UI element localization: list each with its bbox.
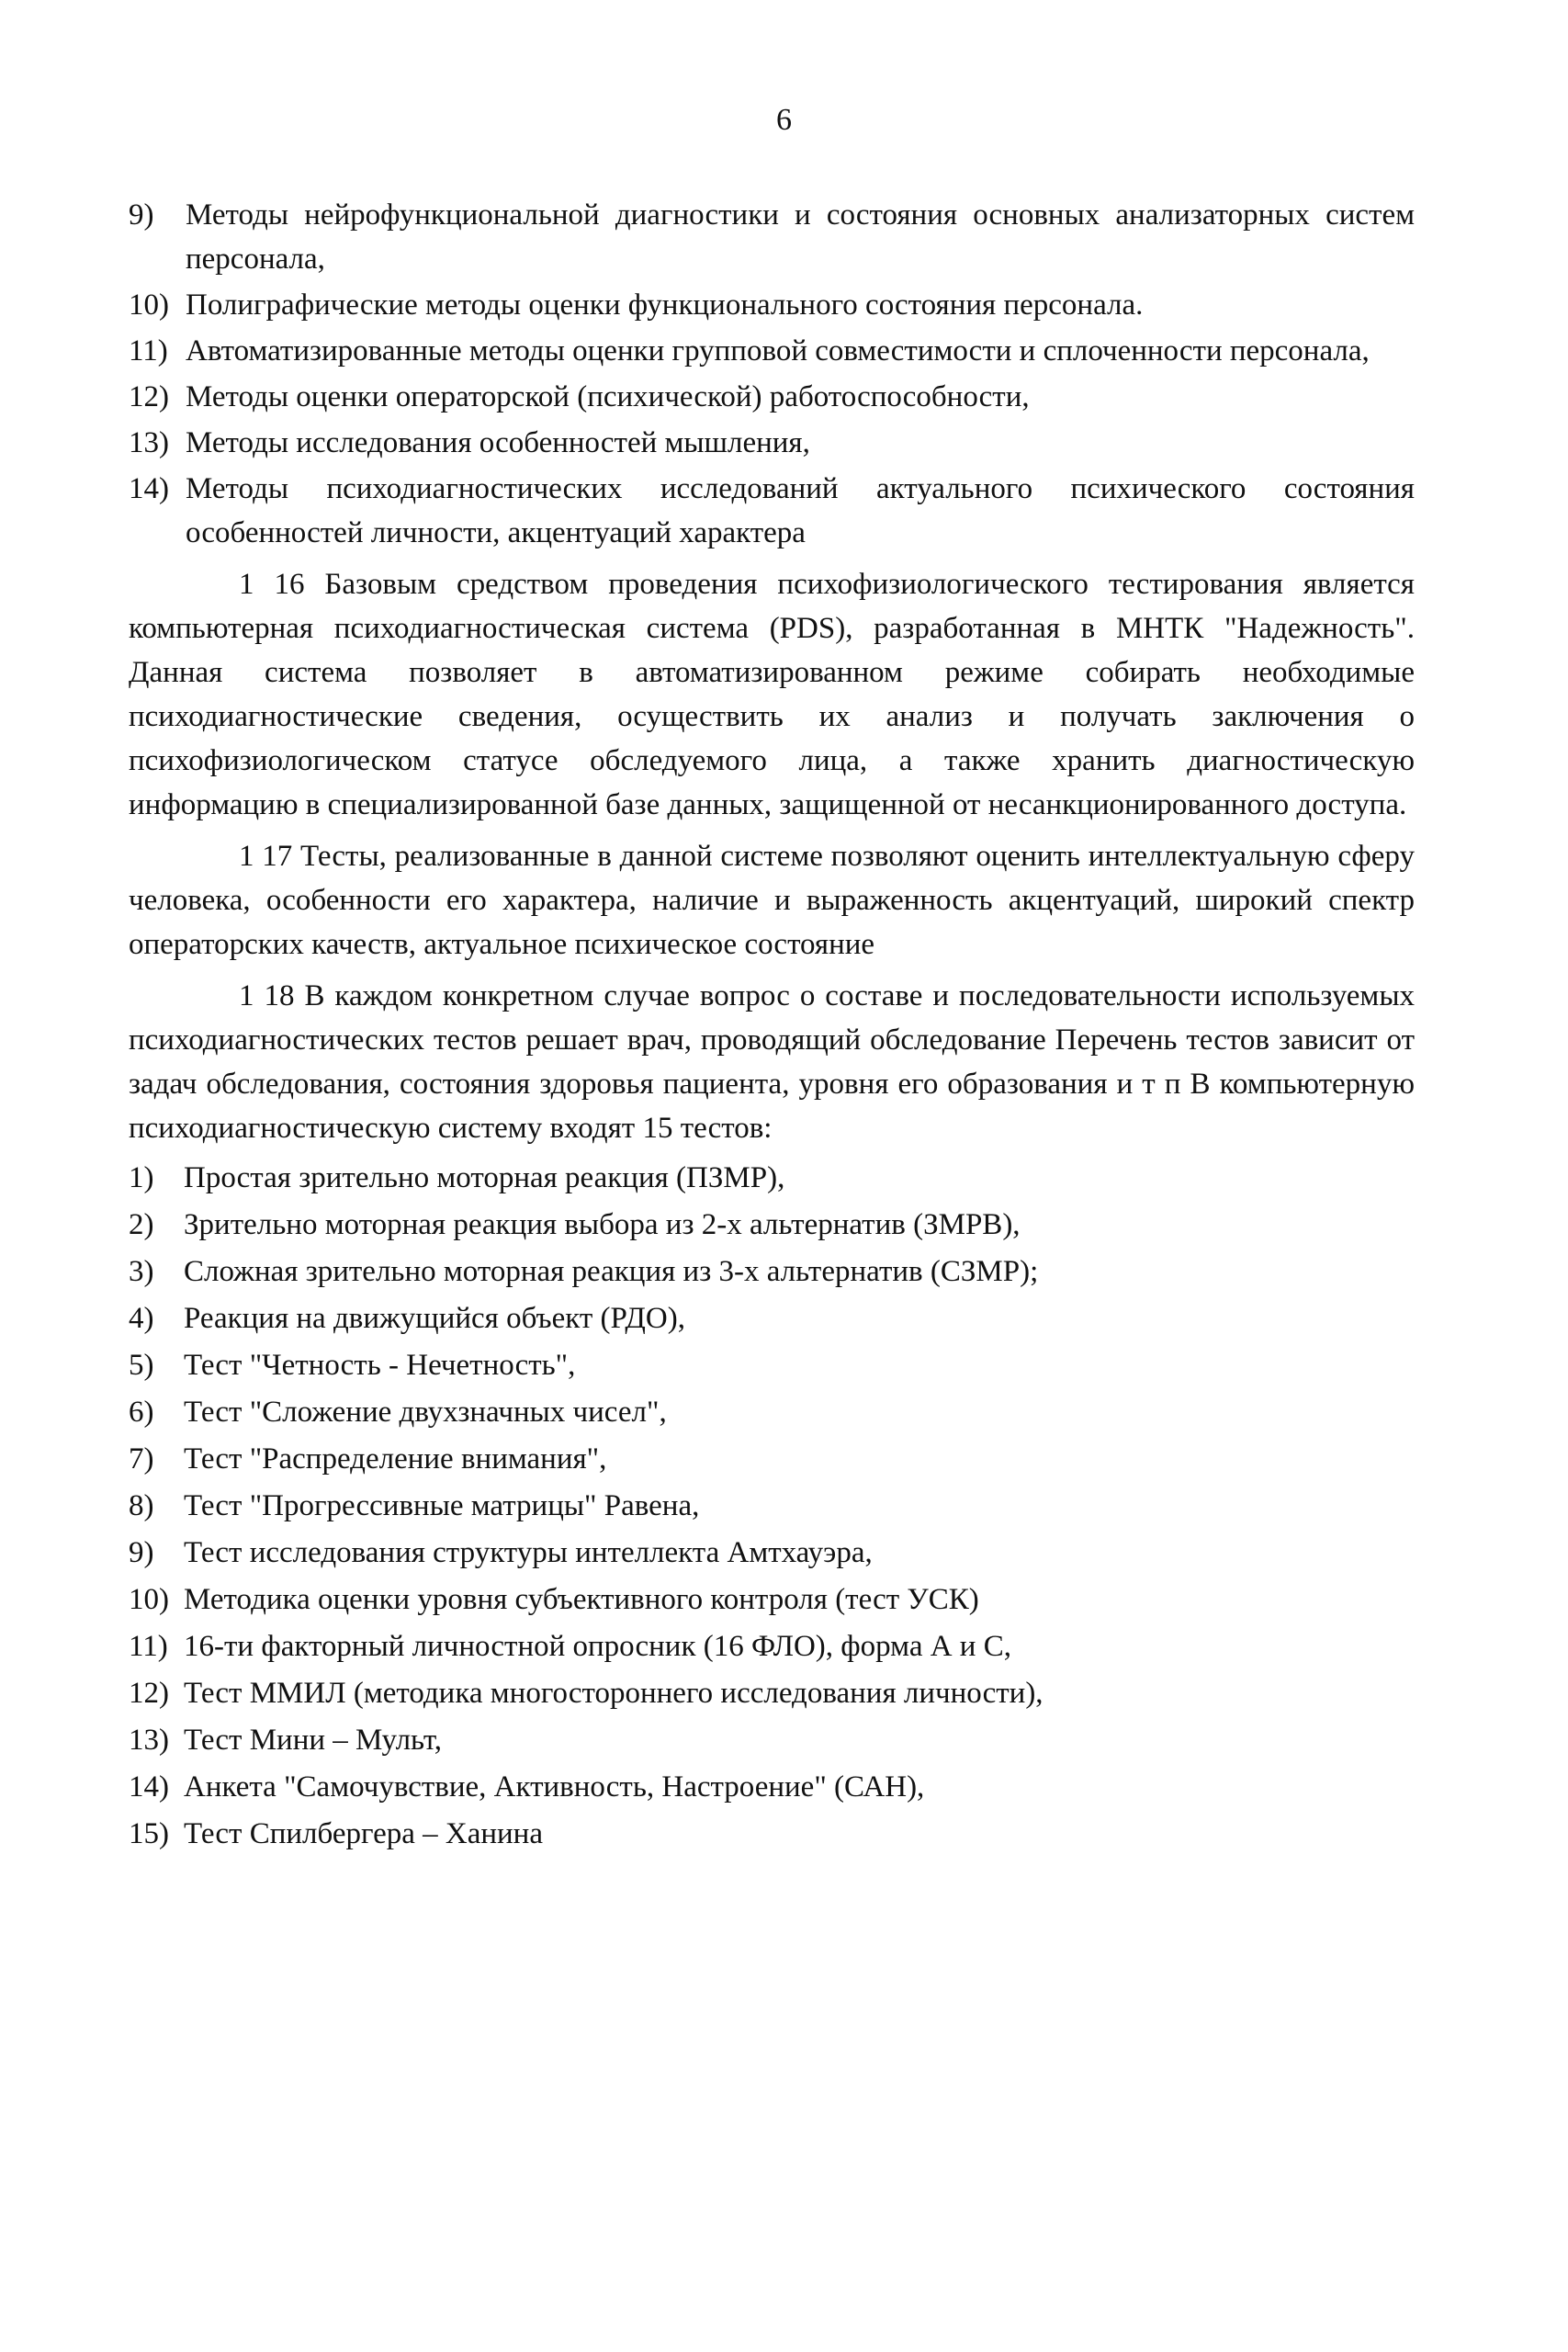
list-item-text: Тест "Четность - Нечетность",: [184, 1349, 576, 1382]
list-item: [129, 283, 1415, 327]
list-item-number: 7): [129, 1442, 154, 1476]
list-item: [129, 1156, 1415, 1201]
list-item-text: Методы исследования особенностей мышления,: [186, 426, 810, 459]
list-item-text: Простая зрительно моторная реакция (ПЗМР),: [184, 1161, 785, 1194]
list-item: [129, 1390, 1415, 1435]
list-item: [129, 1624, 1415, 1669]
list-item-text: Тест Спилбергера – Ханина: [184, 1817, 543, 1850]
page-content: [129, 193, 1415, 1859]
list-item-number: 11): [129, 334, 168, 368]
list-item: [129, 1671, 1415, 1716]
list-item-text: Тест исследования структуры интеллекта Амтхауэра,: [184, 1536, 873, 1569]
list-item: [129, 193, 1415, 281]
list-item: [129, 1343, 1415, 1388]
list-item-text: Автоматизированные методы оценки групповой совместимости и сплоченности персонала,: [186, 334, 1370, 368]
list-item: [129, 467, 1415, 555]
list-item-text: Тест "Прогрессивные матрицы" Равена,: [184, 1489, 700, 1522]
list-item: [129, 1296, 1415, 1341]
page-number: 6: [776, 103, 792, 137]
list-item: [129, 421, 1415, 465]
list-item-text: 16-ти факторный личностной опросник (16 ФЛО), форма А и С,: [184, 1630, 1011, 1663]
list-item-text: Методы психодиагностических исследований актуального психического состояния особенностей личности, акцентуаций характера: [186, 472, 1415, 549]
list-item: [129, 329, 1415, 373]
list-item-number: 13): [129, 1724, 169, 1757]
list-item-text: Полиграфические методы оценки функционального состояния персонала.: [186, 288, 1144, 322]
list-item-number: 10): [129, 288, 169, 322]
list-item-number: 8): [129, 1489, 154, 1522]
list-item-text: Анкета "Самочувствие, Активность, Настроение" (САН),: [184, 1770, 925, 1804]
list-item: [129, 1203, 1415, 1248]
list-item-number: 5): [129, 1349, 154, 1382]
list-item: [129, 1250, 1415, 1295]
list-item-text: Зрительно моторная реакция выбора из 2-х альтернатив (ЗМРВ),: [184, 1208, 1021, 1241]
list-item-text: Тест "Распределение внимания",: [184, 1442, 607, 1476]
list-item-text: Реакция на движущийся объект (РДО),: [184, 1302, 685, 1335]
list-item: [129, 1531, 1415, 1576]
list-item-text: Тест "Сложение двухзначных чисел",: [184, 1396, 667, 1429]
list-item-number: 12): [129, 380, 169, 413]
list-item: [129, 1484, 1415, 1529]
list-item-number: 6): [129, 1396, 154, 1429]
list-item-text: Сложная зрительно моторная реакция из 3-х альтернатив (СЗМР);: [184, 1255, 1039, 1288]
list-item-number: 4): [129, 1302, 154, 1335]
list-item: [129, 1765, 1415, 1810]
list-item: [129, 375, 1415, 419]
list-item-text: Тест Мини – Мульт,: [184, 1724, 443, 1757]
list-item-number: 9): [129, 1536, 154, 1569]
list-item-number: 2): [129, 1208, 154, 1241]
methods-list: [129, 193, 1415, 555]
list-item-number: 15): [129, 1817, 169, 1850]
paragraph-1-18: 1 18 В каждом конкретном случае вопрос о составе и последовательности используемых психодиагностических тестов решает врач, проводящий обследование Перечень тестов зависит от задач обследования, состояния здоровья пациента, уровня его образования и т п В компьютерную психодиагностическую систему входят 15 тестов:: [129, 979, 1415, 1145]
list-item-number: 12): [129, 1677, 169, 1710]
list-item: [129, 1577, 1415, 1623]
list-item-number: 10): [129, 1583, 169, 1616]
list-item: [129, 1718, 1415, 1763]
list-item-number: 11): [129, 1630, 168, 1663]
list-item-text: Методы нейрофункциональной диагностики и состояния основных анализаторных систем персонала,: [186, 198, 1415, 276]
tests-list: [129, 1156, 1415, 1857]
list-item: [129, 1812, 1415, 1857]
list-item-number: 14): [129, 1770, 169, 1804]
list-item-number: 9): [129, 198, 154, 232]
list-item-text: Методы оценки операторской (психической) работоспособности,: [186, 380, 1030, 413]
list-item-number: 3): [129, 1255, 154, 1288]
list-item-text: Тест ММИЛ (методика многостороннего исследования личности),: [184, 1677, 1043, 1710]
list-item-text: Методика оценки уровня субъективного контроля (тест УСК): [184, 1583, 979, 1616]
list-item-number: 13): [129, 426, 169, 459]
list-item-number: 14): [129, 472, 169, 505]
list-item: [129, 1437, 1415, 1482]
list-item-number: 1): [129, 1161, 154, 1194]
paragraph-1-17: 1 17 Тесты, реализованные в данной системе позволяют оценить интеллектуальную сферу человека, особенности его характера, наличие и выраженность акцентуаций, широкий спектр операторских качеств, актуальное психическое состояние: [129, 840, 1415, 961]
paragraph-1-16: 1 16 Базовым средством проведения психофизиологического тестирования является компьютерная психодиагностическая система (PDS), разработанная в МНТК "Надежность". Данная система позволяет в автоматизированном режиме собирать необходимые психодиагностические сведения, осуществить их анализ и получать заключения о психофизиологическом статусе обследуемого лица, а также хранить диагностическую информацию в специализированной базе данных, защищенной от несанкционированного доступа.: [129, 568, 1415, 821]
